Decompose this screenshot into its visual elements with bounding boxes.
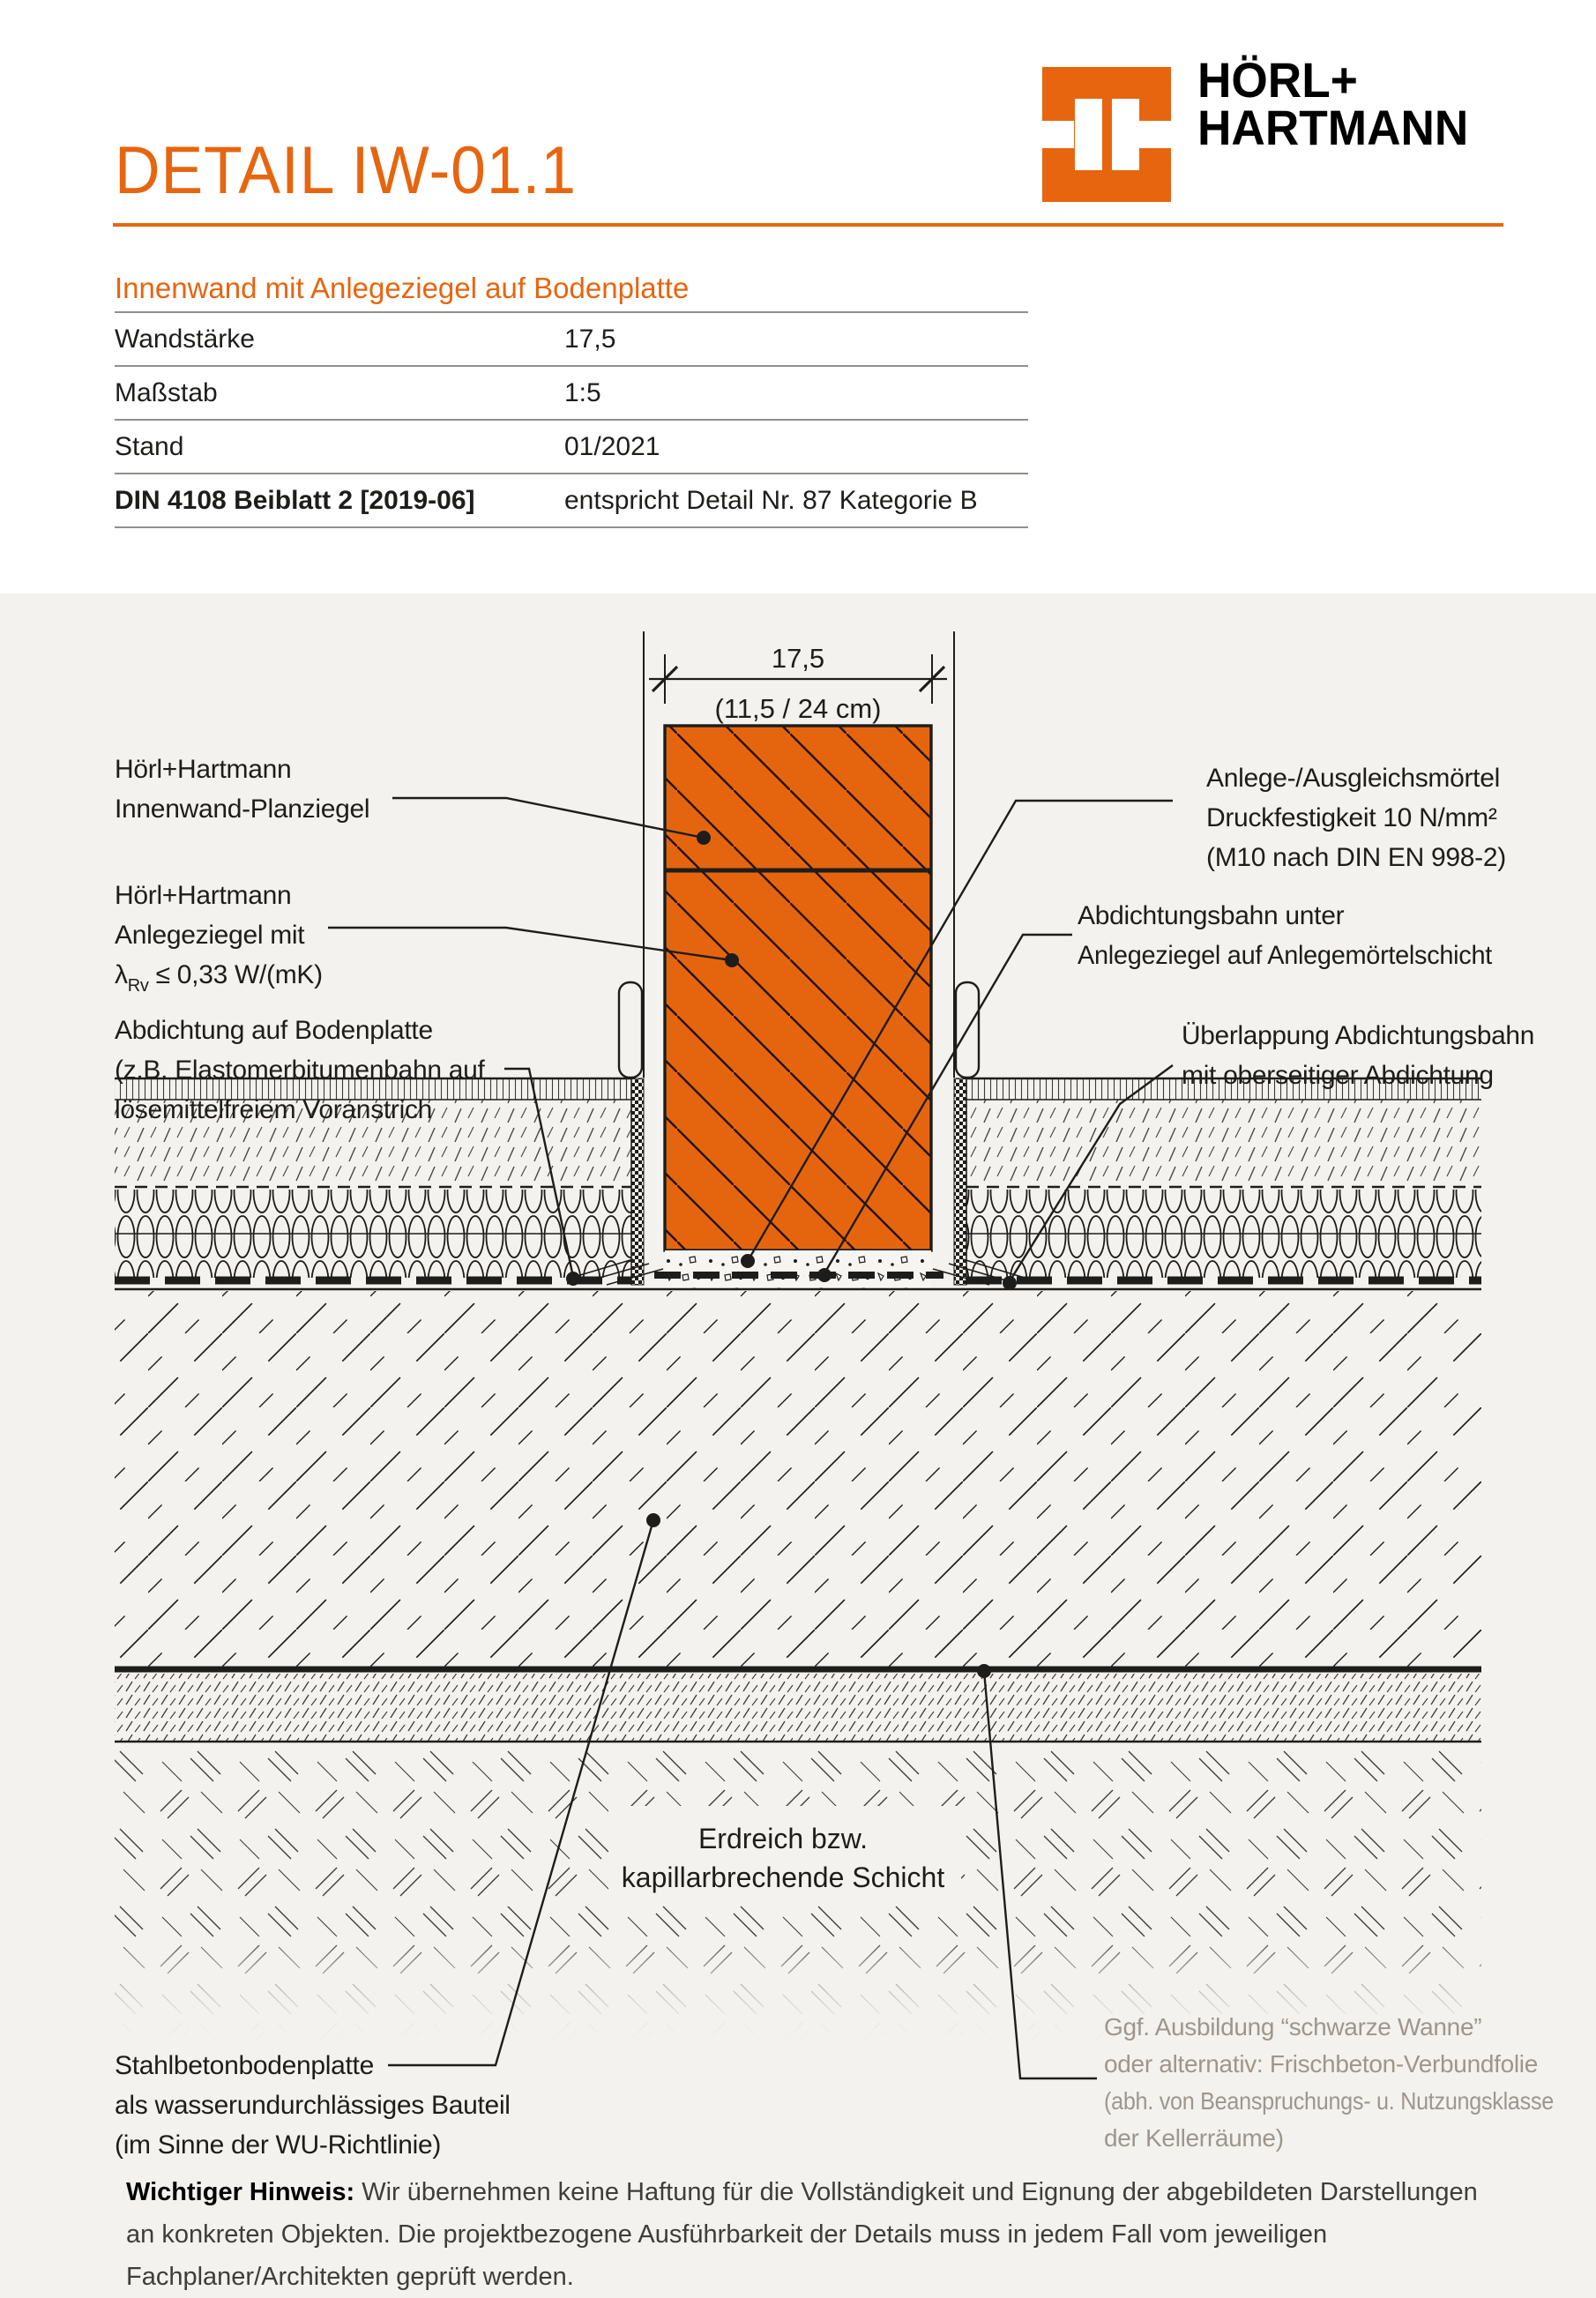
row-label: Stand (115, 431, 184, 461)
mortar-bed (654, 1250, 943, 1289)
row-value: entspricht Detail Nr. 87 Kategorie B (564, 485, 978, 515)
soil-label-line1: Erdreich bzw. (697, 1823, 869, 1854)
edge-strip-left (631, 1078, 644, 1285)
svg-text:als wasserundurchlässiges Baut: als wasserundurchlässiges Bauteil (115, 2091, 511, 2120)
label-abdichtungsbahn: Abdichtungsbahn unter (1078, 901, 1345, 930)
base-strip-left (619, 982, 642, 1078)
soil (115, 1744, 1481, 2050)
svg-text:Anlegeziegel mit: Anlegeziegel mit (115, 921, 305, 950)
label-moertel: Anlege-/Ausgleichsmörtel (1206, 764, 1500, 793)
label-lambda: $\lambda_{Rv} \le 0,33$ W/(mK) (115, 960, 323, 996)
floor-assembly-right (966, 1078, 1481, 1285)
label-abdichtung: Abdichtung auf Bodenplatte (115, 1016, 433, 1045)
row-value: 01/2021 (564, 431, 660, 461)
sub-base-layer (115, 1674, 1481, 1742)
brick-wall (665, 726, 931, 1250)
svg-text:Anlegeziegel auf Anlegemörtels: Anlegeziegel auf Anlegemörtelschicht (1078, 941, 1493, 970)
svg-text:(z.B. Elastomerbitumenbahn auf: (z.B. Elastomerbitumenbahn auf (115, 1056, 485, 1085)
svg-text:(abh. von Beanspruchungs- u. N: (abh. von Beanspruchungs- u. Nutzungsklasse (1104, 2087, 1554, 2115)
svg-text:lösemittelfreiem Voranstrich: lösemittelfreiem Voranstrich (115, 1095, 433, 1124)
label-stahlbeton: Stahlbetonbodenplatte (115, 2051, 374, 2080)
leader-planziegel (392, 798, 704, 838)
label-planziegel: Hörl+Hartmann (115, 755, 292, 784)
dimension-value: 17,5 (771, 643, 825, 674)
disclaimer-intro: Wichtiger Hinweis: (126, 2178, 355, 2206)
disclaimer (126, 2171, 1500, 2298)
disclaimer-text: Wir übernehmen keine Haftung für die Vollständigkeit und Eignung der abgebildeten Darstellungen an konkreten Objekten. Die projektbezogene Ausführbarkeit der Details muss in jedem Fall vom jeweiligen Fachplaner/Architekten geprüft werden. (126, 2178, 1478, 2291)
svg-text:der Kellerräume): der Kellerräume) (1104, 2124, 1284, 2152)
row-value: 17,5 (564, 324, 616, 354)
brand-name: HÖRL+ HARTMANN (1197, 52, 1469, 155)
svg-text:Innenwand-Planziegel: Innenwand-Planziegel (115, 795, 370, 824)
soil-label-line2: kapillarbrechende Schicht (621, 1862, 945, 1893)
detail-subtitle: Innenwand mit Anlegeziegel auf Bodenplatte (115, 272, 690, 304)
row-value: 1:5 (564, 377, 601, 407)
svg-text:Druckfestigkeit 10 N/mm²: Druckfestigkeit 10 N/mm² (1206, 803, 1497, 832)
edge-strip-right (954, 1078, 966, 1285)
row-label: DIN 4108 Beiblatt 2 [2019-06] (115, 485, 475, 515)
row-label: Wandstärke (115, 324, 255, 354)
row-label: Maßstab (115, 377, 218, 407)
concrete-slab (115, 1289, 1481, 1669)
label-ueberlappung: Überlappung Abdichtungsbahn (1182, 1021, 1534, 1050)
label-anlegeziegel: Hörl+Hartmann (115, 881, 292, 910)
svg-text:oder alternativ: Frischbeton-V: oder alternativ: Frischbeton-Verbundfolie (1104, 2050, 1538, 2078)
svg-text:mit oberseitiger Abdichtung: mit oberseitiger Abdichtung (1182, 1061, 1494, 1090)
svg-text:(M10 nach DIN EN 998-2): (M10 nach DIN EN 998-2) (1206, 843, 1506, 872)
label-wanne: Ggf. Ausbildung “schwarze Wanne” (1104, 2013, 1482, 2041)
dimension-alt-value: (11,5 / 24 cm) (714, 693, 882, 724)
svg-text:(im Sinne der WU-Richtlinie): (im Sinne der WU-Richtlinie) (115, 2130, 442, 2160)
page-title: DETAIL IW-01.1 (115, 133, 577, 208)
